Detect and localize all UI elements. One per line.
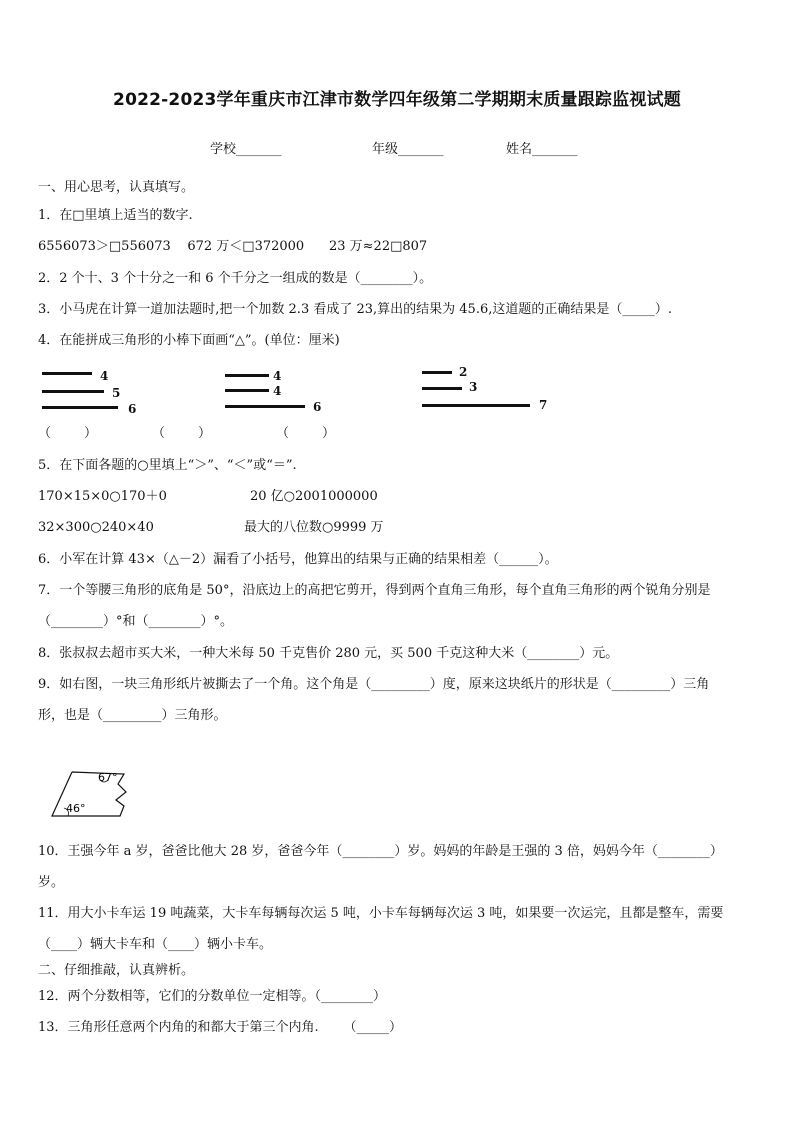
question-5: 5．在下面各题的○里填上“＞”、“＜”或“＝”.: [38, 458, 297, 473]
page-title: 2022-2023学年重庆市江津市数学四年级第二学期期末质量跟踪监视试题: [113, 90, 681, 110]
question-8: 8．张叔叔去超市买大米，一种大米每 50 千克售价 280 元，买 500 千克这种大米（________）元。: [38, 646, 619, 661]
stick-label: 2: [459, 365, 468, 379]
question-1-items: 6556073＞□556073 672 万＜□372000 23 万≈22□807: [38, 239, 428, 254]
question-10-line-2: 岁。: [38, 875, 65, 890]
angle-label-top: 67°: [98, 771, 118, 784]
question-13: 13．三角形任意两个内角的和都大于第三个内角. （_____）: [38, 1020, 402, 1035]
section-1-heading: 一、用心思考，认真填写。: [38, 180, 195, 195]
stick: [422, 371, 452, 374]
question-7-line-1: 7．一个等腰三角形的底角是 50°，沿底边上的高把它剪开，得到两个直角三角形，每个直角三角形的两个锐角分别是: [38, 583, 711, 598]
question-5-b: 20 亿○2001000000: [250, 489, 378, 504]
question-9-line-1: 9．如右图，一块三角形纸片被撕去了一个角。这个角是（_________）度，原来这块纸片的形状是（_________）三角: [38, 677, 710, 692]
question-11-line-2: （____）辆大卡车和（____）辆小卡车。: [38, 937, 273, 952]
stick: [42, 390, 104, 393]
stick-label: 7: [539, 398, 548, 412]
grade-field: 年级_______: [372, 142, 444, 157]
stick: [225, 389, 269, 392]
stick-label: 4: [100, 369, 109, 383]
question-4: 4．在能拼成三角形的小棒下面画“△”。(单位：厘米): [38, 333, 340, 348]
school-field: 学校_______: [210, 142, 282, 157]
question-3: 3．小马虎在计算一道加法题时,把一个加数 2.3 看成了 23,算出的结果为 45.6,这道题的正确结果是（_____）.: [38, 302, 672, 317]
section-2-heading: 二、仔细推敲，认真辨析。: [38, 963, 195, 978]
question-10-line-1: 10．王强今年 a 岁，爸爸比他大 28 岁，爸爸今年（________）岁。妈妈的年龄是王强的 3 倍，妈妈今年（________）: [38, 844, 723, 859]
question-6: 6．小军在计算 43×（△－2）漏看了小括号，他算出的结果与正确的结果相差（______）。: [38, 552, 558, 567]
stick-label: 6: [313, 400, 322, 414]
answer-paren-1: （ ）: [38, 426, 98, 441]
stick-label: 6: [128, 402, 137, 416]
stick-label: 4: [273, 369, 282, 383]
question-5-a: 170×15×0○170＋0: [38, 489, 167, 504]
question-1: 1．在□里填上适当的数字.: [38, 208, 193, 223]
name-field: 姓名_______: [506, 142, 578, 157]
stick-label: 4: [273, 384, 282, 398]
stick-label: 3: [469, 380, 478, 394]
stick: [42, 406, 118, 409]
torn-triangle-figure: [46, 744, 136, 824]
question-5-d: 最大的八位数○9999 万: [244, 520, 384, 535]
question-5-c: 32×300○240×40: [38, 520, 154, 535]
question-7-line-2: （________）°和（________）°。: [38, 614, 234, 629]
stick: [225, 374, 269, 377]
answer-paren-2: （ ）: [152, 426, 212, 441]
stick-label: 5: [112, 386, 121, 400]
stick: [225, 405, 305, 408]
question-9-line-2: 形，也是（_________）三角形。: [38, 708, 227, 723]
question-12: 12．两个分数相等，它们的分数单位一定相等。（________）: [38, 989, 387, 1004]
angle-label-left: 46°: [66, 802, 86, 815]
question-11-line-1: 11．用大小卡车运 19 吨蔬菜，大卡车每辆每次运 5 吨，小卡车每辆每次运 3 吨，如果要一次运完，且都是整车，需要: [38, 906, 724, 921]
answer-paren-3: （ ）: [276, 426, 336, 441]
stick: [422, 387, 462, 390]
question-2: 2．2 个十、3 个十分之一和 6 个千分之一组成的数是（________）。: [38, 271, 433, 286]
stick: [42, 372, 92, 375]
stick: [422, 404, 530, 407]
